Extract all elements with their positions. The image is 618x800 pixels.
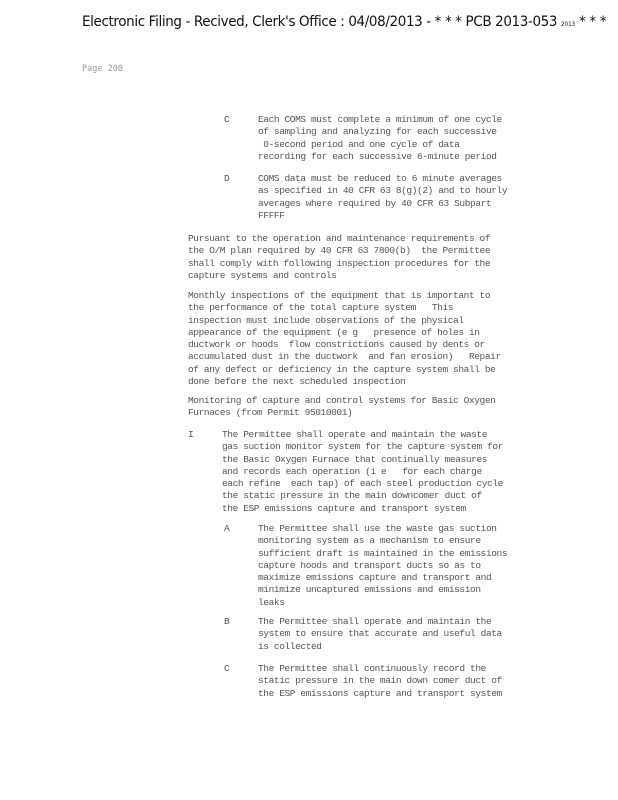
header-tiny-text: 2013 (560, 21, 576, 28)
header-tail-text: * * * (575, 14, 607, 30)
item-b-marker: B (224, 616, 230, 627)
item-c-marker: C (224, 114, 230, 125)
paragraph-monthly-inspections: Monthly inspections of the equipment that is important to the performance of the total capture system This inspection must include observations of the physical appearance of the equipment (e g presence of holes in ductwork or hoods flow constrictions caused by dents or accumulated dust in the ductwork and fan erosion) Repair of any defect or deficiency in the capture system shall be done before the next scheduled inspection (188, 290, 501, 388)
item-a-text: The Permittee shall use the waste gas suction monitoring system as a mechanism to ensure sufficient draft is maintained in the emissions capture hoods and transport ducts so as to maximize emissions capture and transport and minimize uncaptured emissions and emission leaks (258, 523, 508, 608)
filing-stamp-header (82, 14, 606, 30)
item-c2-text: The Permittee shall continuously record the static pressure in the main down comer duct of the ESP emissions capture and transport system (258, 663, 502, 699)
paragraph-monitoring-heading: Monitoring of capture and control systems for Basic Oxygen Furnaces (from Permit 95010001) (188, 395, 496, 419)
item-d-text: COMS data must be reduced to 6 minute averages as specified in 40 CFR 63 8(g)(2) and to hourly averages where required by 40 CFR 63 Subpart FFFFF (258, 173, 508, 221)
header-main-text: Electronic Filing - Recived, Clerk's Office : 04/08/2013 - * * * PCB 2013-053 (82, 14, 561, 30)
item-c-text: Each COMS must complete a minimum of one cycle of sampling and analyzing for each successive 0-second period and one cycle of data recording for each successive 6-minute period (258, 114, 502, 162)
item-b-text: The Permittee shall operate and maintain the system to ensure that accurate and useful data is collected (258, 616, 502, 652)
item-c2-marker: C (224, 663, 230, 674)
item-i-marker: I (188, 429, 194, 440)
paragraph-om-plan: Pursuant to the operation and maintenance requirements of the O/M plan required by 40 CFR 63 7800(b) the Permittee shall comply with following inspection procedures for the capture systems and controls (188, 233, 491, 281)
item-i-text: The Permittee shall operate and maintain the waste gas suction monitor system for the capture system for the Basic Oxygen Furnace that continually measures and records each operation (i e for each charge each refine each tap) of each steel production cycle the static pressure in the main downcomer duct of the ESP emissions capture and transport system (222, 429, 503, 514)
page-number-label: Page 200 (82, 64, 123, 74)
item-d-marker: D (224, 173, 230, 184)
item-a-marker: A (224, 523, 230, 534)
